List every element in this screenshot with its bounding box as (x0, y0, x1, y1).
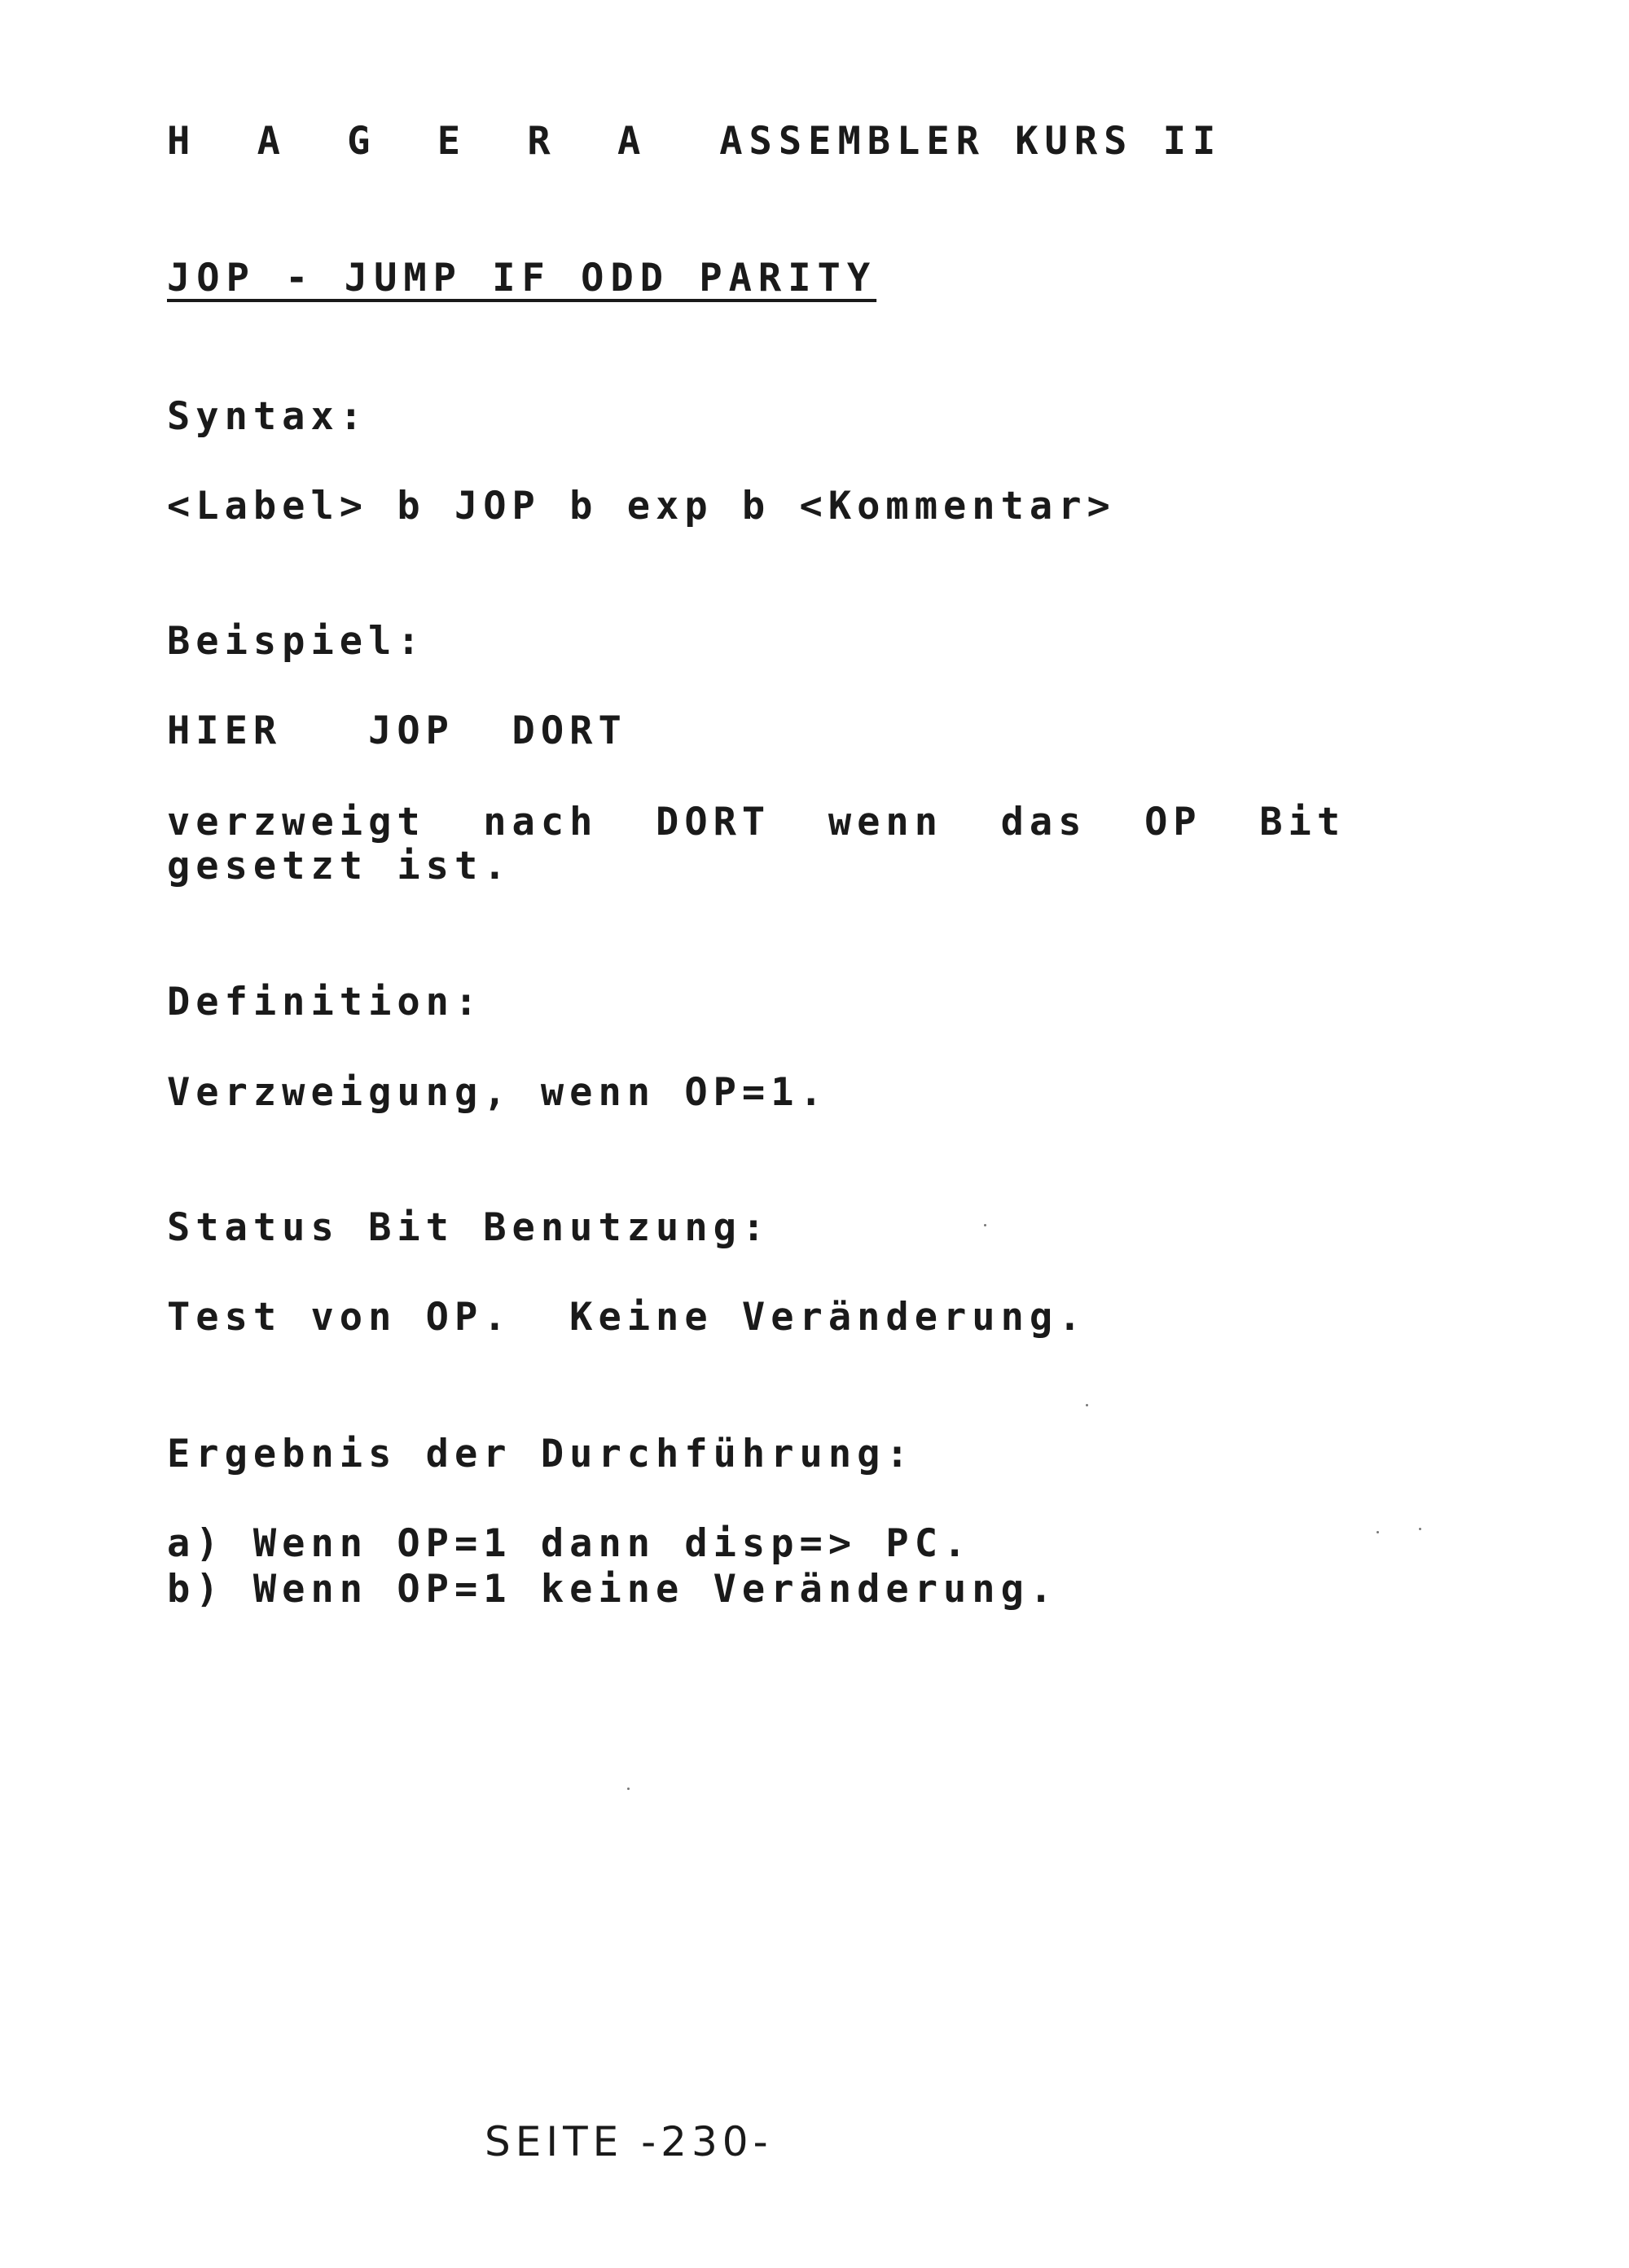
scan-speck (627, 1788, 630, 1790)
status-heading: Status Bit Benutzung: (167, 1205, 771, 1250)
definition-heading: Definition: (167, 980, 484, 1024)
header-brand: H A G E R A (167, 119, 663, 164)
example-description-line-2: gesetzt ist. (167, 844, 512, 888)
document-header (167, 119, 1222, 165)
example-code: HIER JOP DORT (167, 708, 627, 753)
result-item-a: a) Wenn OP=1 dann disp=> PC. (167, 1521, 973, 1566)
syntax-line: <Label> b JOP b exp b <Kommentar> (167, 484, 1116, 529)
scan-speck (1377, 1531, 1379, 1533)
header-course: ASSEMBLER KURS II (719, 119, 1223, 164)
page-number: SEITE -230- (485, 2118, 773, 2165)
scan-speck (1086, 1404, 1088, 1406)
status-text: Test von OP. Keine Veränderung. (167, 1295, 1087, 1340)
example-heading: Beispiel: (167, 619, 426, 664)
result-item-b: b) Wenn OP=1 keine Veränderung. (167, 1567, 1059, 1612)
example-description-line-1: verzweigt nach DORT wenn das OP Bit (167, 800, 1346, 844)
syntax-heading: Syntax: (167, 394, 369, 439)
scan-speck (984, 1224, 986, 1226)
instruction-title: JOP - JUMP IF ODD PARITY (167, 256, 877, 300)
result-heading: Ergebnis der Durchführung: (167, 1432, 915, 1476)
scan-speck (1419, 1528, 1421, 1530)
definition-text: Verzweigung, wenn OP=1. (167, 1070, 828, 1115)
